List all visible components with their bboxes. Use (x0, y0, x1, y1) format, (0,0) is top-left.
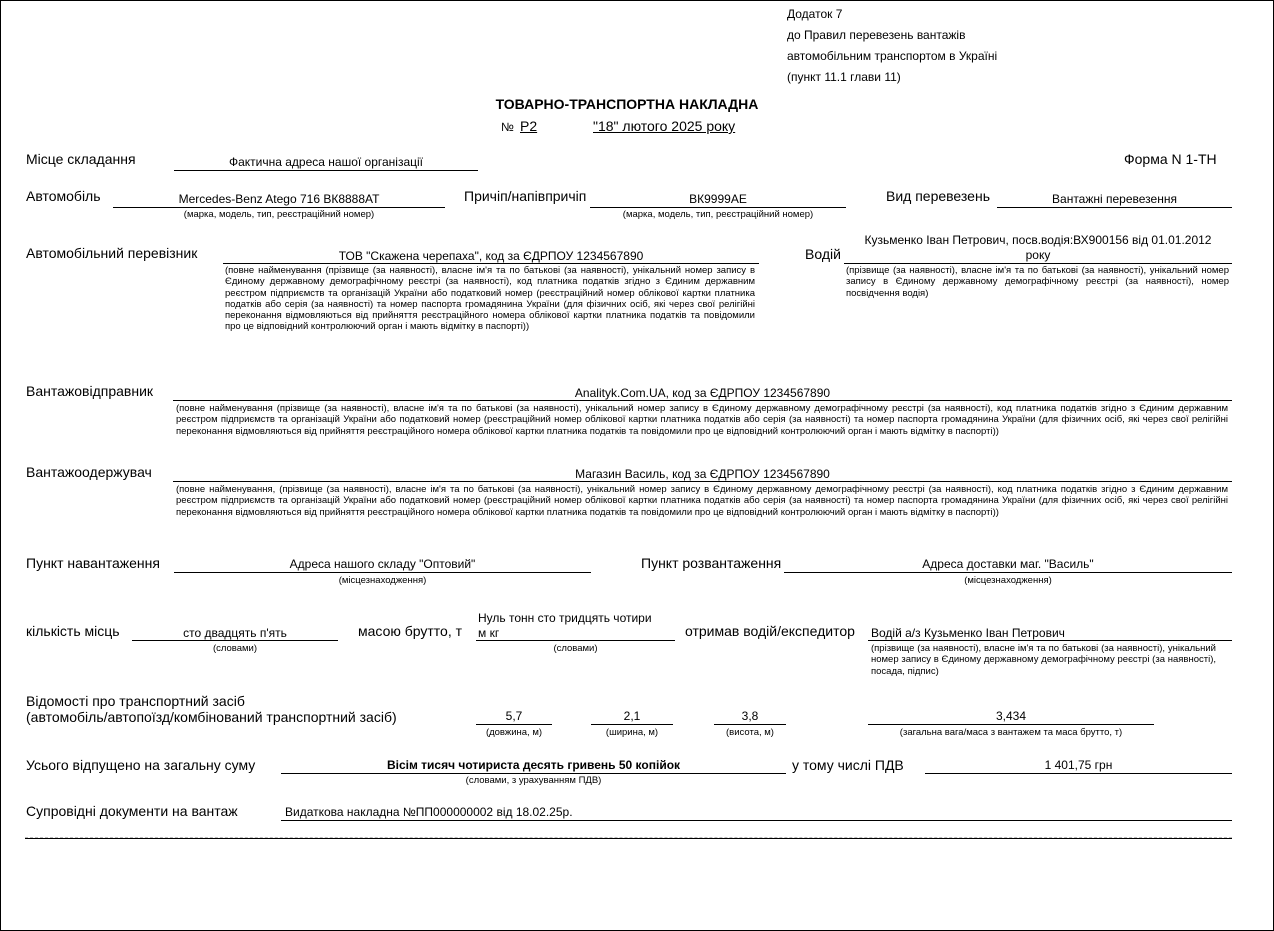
length-value: 5,7 (505, 709, 523, 723)
docs-label: Супровідні документи на вантаж (26, 803, 238, 819)
number-label: № (501, 120, 514, 134)
consignee-label: Вантажоодержувач (26, 464, 152, 480)
loading-line (174, 572, 591, 573)
length-line (476, 724, 552, 725)
unloading-value: Адреса доставки маг. "Василь" (922, 557, 1094, 571)
appendix-line: автомобільним транспортом в Україні (787, 49, 998, 63)
loading-label: Пункт навантаження (26, 555, 160, 571)
loading-caption: (місцезнаходження) (338, 575, 427, 586)
driver-value-line: Кузьменко Іван Петрович, посв.водія:ВХ900156 від 01.01.2012 (864, 233, 1212, 247)
place-line (174, 170, 478, 171)
weight-caption: (загальна вага/маса з вантажем та маса брутто, т) (899, 727, 1123, 738)
trailer-value: ВК9999АЕ (689, 192, 747, 206)
gross-line (476, 640, 675, 641)
consignee-note: (повне найменування, (прізвище (за наявності), власне ім'я та по батькові (за наявності), унікальний номер запису в Єдиному державному демографічному реєстрі (за наявності), код платника податків згідно з Єдиним державним реєстром підприємств та організацій України або податковий номер (реєстраційний номер облікової картки платника податків або серія (за наявності) та номер паспорта громадянина України (для фізичних осіб, які через свої релігійні переконання відмовляються від прийняття реєстраційного номера облікової картки платника податків та повідомили про це відповідний контролюючий орган і мають відмітку в паспорті)) (176, 484, 1228, 518)
driver-label: Водій (805, 246, 841, 262)
gross-value-line: Нуль тонн сто тридцять чотири (478, 611, 652, 625)
total-value: Вісім тисяч чотириста десять гривень 50 копійок (386, 758, 681, 772)
carrier-line (223, 263, 759, 264)
width-value: 2,1 (623, 709, 641, 723)
appendix-line: до Правил перевезень вантажів (787, 28, 966, 42)
trailer-caption: (марка, модель, тип, реєстраційний номер) (622, 209, 814, 220)
vehicle-caption: (марка, модель, тип, реєстраційний номер) (183, 209, 375, 220)
shipper-value: Analityk.Com.UA, код за ЄДРПОУ 1234567890 (574, 386, 831, 400)
height-value: 3,8 (741, 709, 759, 723)
gross-label: масою брутто, т (358, 623, 463, 639)
places-value: сто двадцять п'ять (183, 626, 287, 640)
consignee-line (173, 481, 1232, 482)
driver-line (844, 263, 1232, 264)
vat-value: 1 401,75 грн (1044, 758, 1113, 772)
document-number: Р2 (520, 118, 538, 134)
vehicle-info-label-line: (автомобіль/автопоїзд/комбінований транспортний засіб) (26, 709, 397, 725)
unloading-line (784, 572, 1232, 573)
received-note: (прізвище (за наявності), власне ім'я та по батькові (за наявності), унікальний номер запису в Єдиному державному демографічному реєстрі (за наявності), посада, підпис) (871, 643, 1216, 677)
unloading-label: Пункт розвантаження (641, 555, 782, 571)
driver-note: (прізвище (за наявності), власне ім'я та по батькові (за наявності), унікальний номер запису в Єдиному державному демографічному реєстрі (за наявності), номер посвідчення водія) (846, 265, 1229, 299)
transport-type-label: Вид перевезень (886, 188, 990, 204)
appendix-block (787, 4, 997, 88)
gross-value (478, 611, 652, 641)
shipper-label: Вантажовідправник (26, 383, 154, 399)
places-line (132, 640, 338, 641)
length-caption: (довжина, м) (485, 727, 543, 738)
total-label: Усього відпущено на загальну суму (26, 757, 256, 773)
height-caption: (висота, м) (726, 727, 774, 738)
transport-type-value: Вантажні перевезення (1052, 192, 1177, 206)
trailer-line (590, 207, 846, 208)
received-value: Водій а/з Кузьменко Іван Петрович (871, 626, 1065, 640)
document-date: "18" лютого 2025 року (593, 118, 736, 134)
received-label: отримав водій/експедитор (685, 623, 855, 639)
vehicle-value: Mercedes-Benz Atego 716 ВК8888АТ (178, 192, 380, 206)
carrier-value: ТОВ "Скажена черепаха", код за ЄДРПОУ 1234567890 (338, 249, 644, 263)
appendix-line: (пункт 11.1 глави 11) (787, 70, 901, 84)
place-value: Фактична адреса нашої організації (228, 155, 424, 169)
place-label: Місце складання (26, 151, 136, 167)
document-title: ТОВАРНО-ТРАНСПОРТНА НАКЛАДНА (495, 96, 759, 112)
weight-line (868, 724, 1154, 725)
height-line (714, 724, 786, 725)
docs-line (281, 820, 1232, 821)
driver-value (844, 233, 1232, 263)
shipper-line (173, 400, 1232, 401)
docs-value: Видаткова накладна №ПП000000002 від 18.02.25р. (285, 805, 573, 819)
width-line (591, 724, 673, 725)
places-label: кількість місць (26, 623, 120, 639)
vehicle-label: Автомобіль (26, 188, 101, 204)
loading-value: Адреса нашого складу "Оптовий" (289, 557, 476, 571)
bottom-rule (25, 838, 1232, 839)
gross-caption: (словами) (553, 643, 598, 654)
appendix-line: Додаток 7 (787, 7, 843, 21)
total-line (281, 773, 786, 774)
gross-value-line: м кг (478, 626, 500, 640)
width-caption: (ширина, м) (605, 727, 659, 738)
places-caption: (словами) (212, 643, 258, 654)
carrier-label: Автомобільний перевізник (26, 245, 198, 261)
total-caption: (словами, з урахуванням ПДВ) (465, 775, 602, 786)
driver-value-line: року (1025, 248, 1051, 262)
carrier-note: (повне найменування (прізвище (за наявності), власне ім'я та по батькові (за наявності), унікальний номер запису в Єдиному державному демографічному реєстрі (за наявності), код платника податків згідно з Єдиним державним реєстром підприємств та організацій України або податковий номер (реєстраційний номер облікової картки платника податків або серія (за наявності) та номер паспорта громадянина України (для фізичних осіб, які через свої релігійні переконання відмовляються від прийняття реєстраційного номера облікової картки платника податків та повідомили про це відповідний контролюючий орган і мають відмітку в паспорті)) (225, 265, 755, 333)
vehicle-info-label (26, 693, 397, 725)
form-number: Форма N 1-ТН (1124, 151, 1217, 167)
unloading-caption: (місцезнаходження) (964, 575, 1052, 586)
transport-type-line (997, 207, 1232, 208)
shipper-note: (повне найменування (прізвище (за наявності), власне ім'я та по батькові (за наявності), унікальний номер запису в Єдиному державному демографічному реєстрі (за наявності), код платника податків згідно з Єдиним державним реєстром підприємств та організацій України або податковий номер (реєстраційний номер облікової картки платника податків або серія (за наявності) та номер паспорта громадянина України (для фізичних осіб, які через свої релігійні переконання відмовляються від прийняття реєстраційного номера облікової картки платника податків та повідомили про це відповідний контролюючий орган і мають відмітку в паспорті)) (176, 403, 1228, 437)
consignee-value: Магазин Василь, код за ЄДРПОУ 1234567890 (575, 467, 830, 481)
received-line (868, 640, 1232, 641)
vehicle-line (113, 207, 445, 208)
trailer-label: Причіп/напівпричіп (464, 188, 587, 204)
weight-value: 3,434 (995, 709, 1027, 723)
vat-line (925, 773, 1232, 774)
vat-label: у тому числі ПДВ (792, 757, 904, 773)
vehicle-info-label-line: Відомості про транспортний засіб (26, 693, 245, 709)
